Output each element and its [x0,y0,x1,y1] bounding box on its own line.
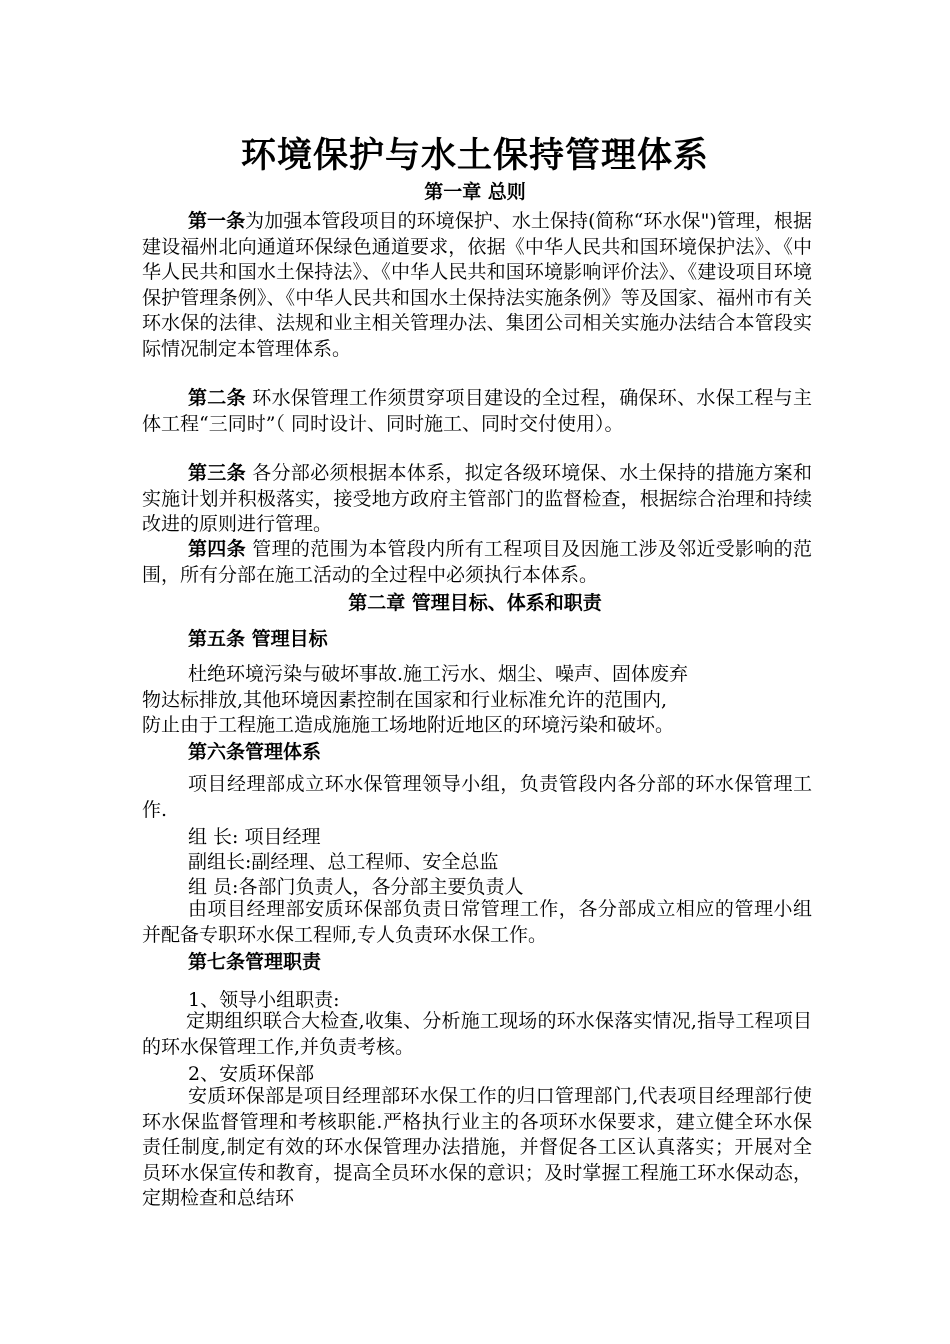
article-7-heading: 第七条管理职责 [188,951,322,973]
article-3-label: 第三条 [188,462,246,484]
duty-2-text: 安质环保部是项目经理部环水保工作的归口管理部门,代表项目经理部行使环水保监督管理和考核职能.严格执行业主的各项环水保要求，建立健全环水保责任制度,制定有效的环水保管理办法措施，并督促各工区认真落实；开展对全员环水保宣传和教育，提高全员环水保的意识；及时掌握工程施工环水保动态，定期检查和总结环 [142,1085,812,1209]
article-5-line-3: 防止由于工程施工造成施施工场地附近地区的环境污染和破坏。 [142,714,675,736]
article-6-member-staff: 组 员:各部门负责人，各分部主要负责人 [188,876,524,898]
duty-1-text: 定期组织联合大检查,收集、分析施工现场的环水保落实情况,指导工程项目的环水保管理工作,并负责考核。 [142,1010,812,1058]
article-6-text: 项目经理部成立环水保管理领导小组，负责管段内各分部的环水保管理工作. [142,773,812,821]
article-1-text: 为加强本管段项目的环境保护、水土保持(简称“环水保")管理，根据建设福州北向通道环保绿色通道要求，依据《中华人民共和国环境保护法》、《中华人民共和国水土保持法》、《中华人民共和国环境影响评价法》、《建设项目环境保护管理条例》、《中华人民共和国水土保持法实施条例》等及国家、福州市有关环水保的法律、法规和业主相关管理办法、集团公司相关实施办法结合本管段实际情况制定本管理体系。 [142,210,812,360]
article-6-member-deputy: 副组长:副经理、总工程师、安全总监 [188,851,499,873]
article-5-heading: 第五条 管理目标 [188,628,328,650]
article-4-text: 管理的范围为本管段内所有工程项目及因施工涉及邻近受影响的范围，所有分部在施工活动的全过程中必须执行本体系。 [142,538,812,586]
chapter-1-heading: 第一章 总则 [424,181,526,203]
article-6-member-leader: 组 长: 项目经理 [188,826,321,848]
article-1 [142,209,812,362]
article-4-label: 第四条 [188,538,246,560]
chapter-2-heading: 第二章 管理目标、体系和职责 [348,592,602,614]
article-2-text: 环水保管理工作须贯穿项目建设的全过程，确保环、水保工程与主体工程“三同时”（ 同时设计、同时施工、同时交付使用）。 [142,387,812,435]
article-6-text-2: 由项目经理部安质环保部负责日常管理工作，各分部成立相应的管理小组并配备专职环水保工程师,专人负责环水保工作。 [142,898,812,946]
article-3 [142,461,812,538]
duty-1-title: 1、领导小组职责: [188,989,340,1011]
article-3-text: 各分部必须根据本体系，拟定各级环境保、水土保持的措施方案和实施计划并积极落实，接受地方政府主管部门的监督检查，根据综合治理和持续改进的原则进行管理。 [142,462,812,535]
article-5-line-1: 杜绝环境污染与破坏事故.施工污水、烟尘、噪声、固体废弃 [188,663,689,685]
article-4 [142,537,812,588]
article-6-heading: 第六条管理体系 [188,741,322,763]
duty-2-title: 2、安质环保部 [188,1063,315,1085]
document-title: 环境保护与水土保持管理体系 [240,136,709,176]
article-5-line-2: 物达标排放,其他环境因素控制在国家和行业标准允许的范围内, [142,689,668,711]
article-1-label: 第一条 [188,210,246,232]
article-2-label: 第二条 [188,387,246,409]
article-2 [142,386,812,437]
